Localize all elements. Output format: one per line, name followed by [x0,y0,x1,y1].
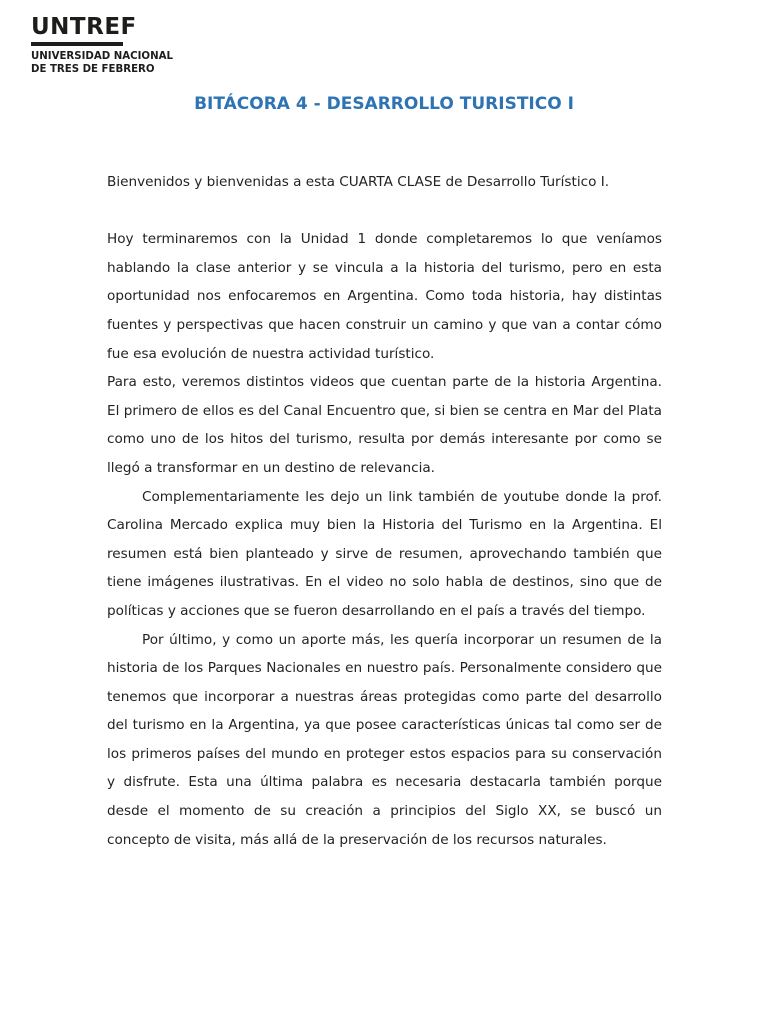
document-body [107,168,662,854]
paragraph-national-parks: Por último, y como un aporte más, les quería incorporar un resumen de la historia de los Parques Nacionales en nuestro país. Personalmente considero que tenemos que incorporar a nuestras áreas protegidas como parte del desarrollo del turismo en la Argentina, ya que posee características únicas tal como ser de los primeros países del mundo en proteger estos espacios para su conservación y disfrute. Esta una última palabra es necesaria destacarla también porque desde el momento de su creación a principios del Siglo XX, se buscó un concepto de visita, más allá de la preservación de los recursos naturales. [107,631,662,848]
paragraph-videos: Para esto, veremos distintos videos que cuentan parte de la historia Argentina. El primero de ellos es del Canal Encuentro que, si bien se centra en Mar del Plata como uno de los hitos del turismo, resulta por demás interesante por como se llegó a transformar en un destino de relevancia. [107,374,662,476]
logo-line-2: DE TRES DE FEBRERO [31,64,155,75]
logo-underline [31,42,123,46]
document-title: BITÁCORA 4 - DESARROLLO TURISTICO I [194,94,574,114]
logo-wordmark: UNTREF [31,14,137,40]
paragraph-unit-1: Hoy terminaremos con la Unidad 1 donde completaremos lo que veníamos hablando la clase anterior y se vincula a la historia del turismo, pero en esta oportunidad nos enfocaremos en Argentina. Como toda historia, hay distintas fuentes y perspectivas que hacen construir un camino y que van a contar cómo fue esa evolución de nuestra actividad turístico. [107,231,662,362]
university-logo [31,14,173,76]
paragraph-complementary-link: Complementariamente les dejo un link también de youtube donde la prof. Carolina Mercado explica muy bien la Historia del Turismo en la Argentina. El resumen está bien planteado y sirve de resumen, aprovechando también que tiene imágenes ilustrativas. En el video no solo habla de destinos, sino que de políticas y acciones que se fueron desarrollando en el país a través del tiempo. [107,488,662,619]
logo-line-1: UNIVERSIDAD NACIONAL [31,51,173,62]
paragraph-welcome: Bienvenidos y bienvenidas a esta CUARTA CLASE de Desarrollo Turístico I. [107,174,610,190]
